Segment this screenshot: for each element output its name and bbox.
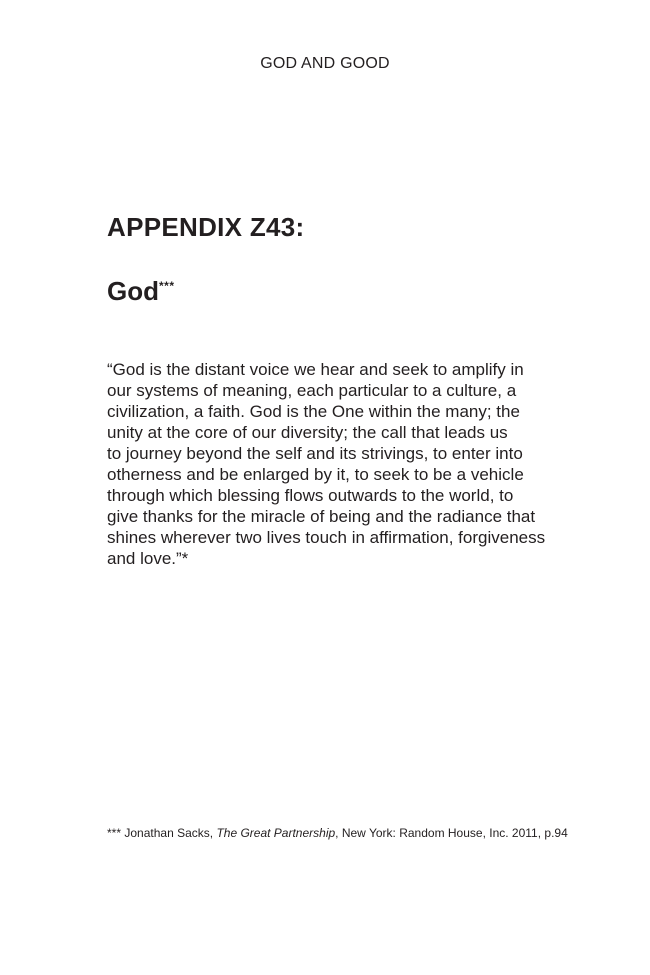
appendix-title: APPENDIX Z43: (107, 212, 305, 242)
footnote-publication: , New York: Random House, Inc. 2011, p.94 (335, 826, 568, 840)
quote-line: give thanks for the miracle of being and the radiance that (107, 507, 536, 526)
running-header: GOD AND GOOD (260, 55, 390, 72)
footnote (107, 826, 607, 840)
quote-line: “God is the distant voice we hear and seek to amplify in (107, 360, 524, 379)
section-title-text: God (107, 276, 159, 306)
section-title (107, 276, 175, 307)
footnote-book-title: The Great Partnership (216, 826, 336, 840)
quote-line: to journey beyond the self and its strivings, to enter into (107, 444, 523, 463)
footnote-marker: *** (107, 826, 122, 840)
quote-line: our systems of meaning, each particular to a culture, a (107, 381, 517, 400)
quote-line: through which blessing flows outwards to the world, to (107, 486, 514, 505)
quote-line: and love.”* (107, 549, 189, 568)
quote-line: civilization, a faith. God is the One within the many; the (107, 402, 520, 421)
footnote-author: Jonathan Sacks, (124, 826, 214, 840)
section-footnote-marker: *** (159, 279, 175, 293)
quote-line: shines wherever two lives touch in affirmation, forgiveness (107, 528, 546, 547)
quote-paragraph (107, 359, 562, 569)
quote-line: otherness and be enlarged by it, to seek to be a vehicle (107, 465, 524, 484)
quote-line: unity at the core of our diversity; the call that leads us (107, 423, 508, 442)
